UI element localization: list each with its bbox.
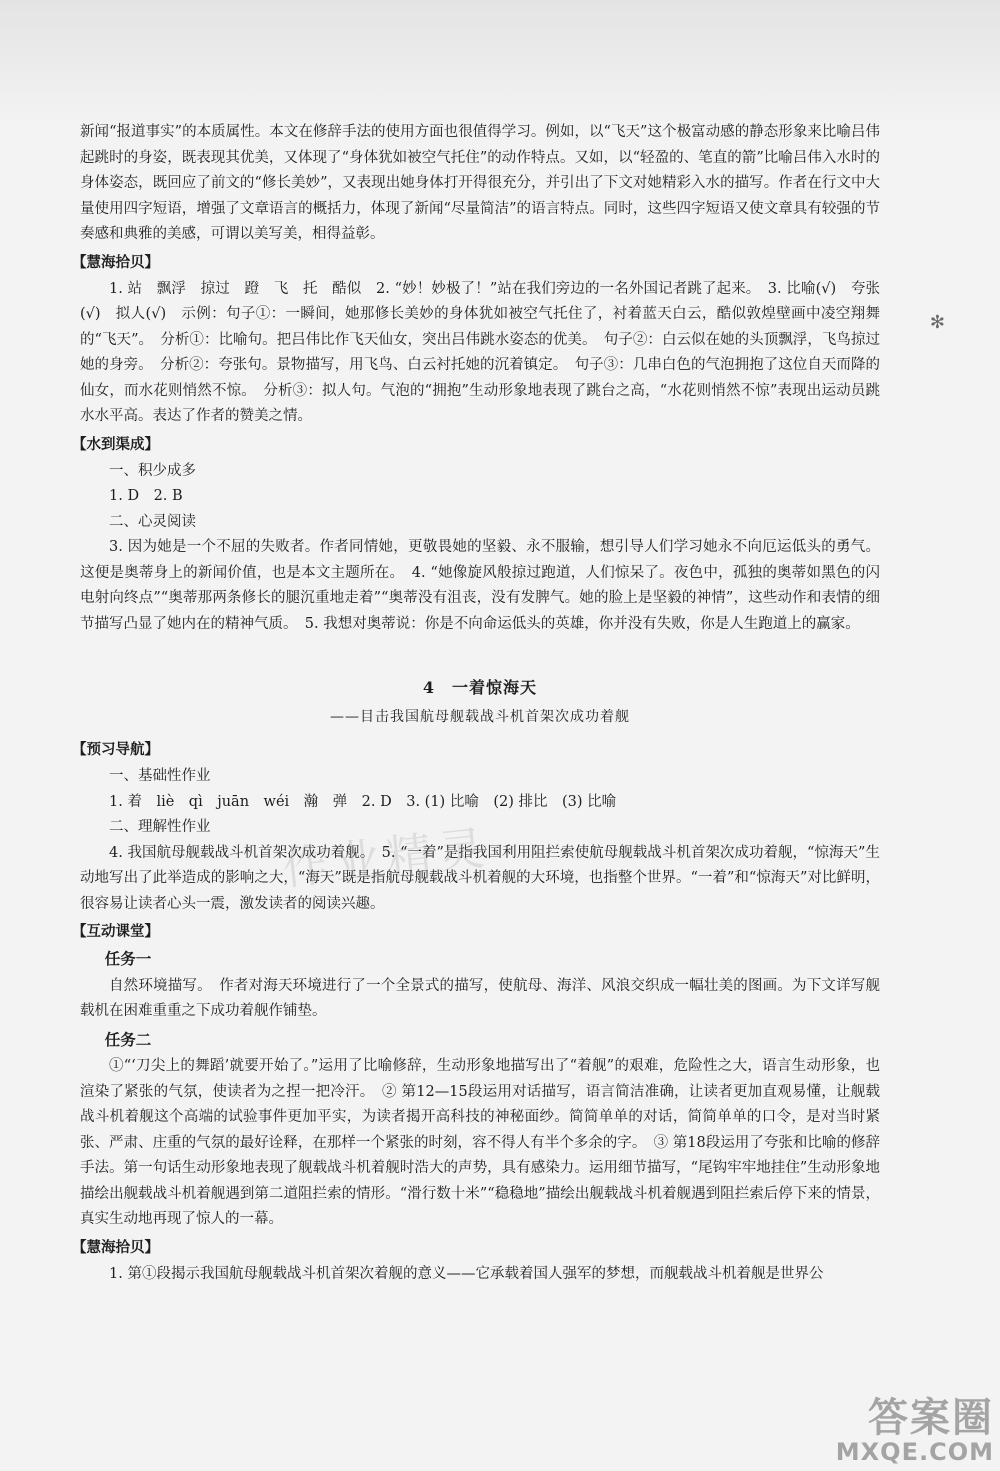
task1-label: 任务一 [104,950,152,968]
yuxi-part2-label: 二、理解性作业 [109,819,211,835]
section-title-hudong: 【互动课堂】 [72,924,159,940]
section-title-shuidao: 【水到渠成】 [72,436,159,453]
section-title-huihai-1: 【慧海拾贝】 [72,254,159,271]
page-content [72,120,880,1287]
margin-mark: ✻ [929,312,945,333]
yuxi-part1-answer: 1. 着 liè qì juān wéi 瀚 弹 2. D 3. (1) 比喻 (2) 排比 (3) 比喻 [109,793,617,810]
lesson-subtitle: ——目击我国航母舰载战斗机首架次成功着舰 [330,708,630,725]
yuxi-part2-text: 4. 我国航母舰载战斗机首架次成功着舰。 5. “一着”是指我国利用阻拦索使航母舰载战斗机首架次成功着舰，“惊海天”生动地写出了此举造成的影响之大，“海天”既是指航母舰载战斗机着舰的大环境，也指整个世界。“一着”和“惊海天”对比鲜明，很容易让读者心头一震，激发读者的阅读兴趣。 [80,844,880,912]
site-watermark [836,1397,994,1465]
huihai-2-text: 1. 第①段揭示我国航母舰载战斗机首架次着舰的意义——它承载着国人强军的梦想，而舰载战斗机着舰是世界公 [109,1265,824,1282]
shuidao-part2-text: 3. 因为她是一个不屈的失败者。作者同情她，更敬畏她的坚毅、永不服输，想引导人们学习她永不向厄运低头的勇气。这便是奥蒂身上的新闻价值，也是本文主题所在。 4. “她像旋风般掠过跑道，人们惊呆了。夜色中，孤独的奥蒂如黑色的闪电射向终点”“奥蒂那两条修长的腿沉重地走着”“奥蒂没有沮丧，没有发脾气。她的脸上是坚毅的神情”，这些动作和表情的细节描写凸显了她内在的精神气质。 5. 我想对奥蒂说：你是不向命运低头的英雄，你并没有失败，你是人生跑道上的赢家。 [80,539,880,632]
huihai-1-answers: 1. 站 飘浮 掠过 蹬 飞 托 酷似 2. “妙！妙极了！”站在我们旁边的一名外国记者跳了起来。 3. 比喻(√) 夸张(√) 拟人(√) 示例：句子①：一瞬间，她那修长美妙的身体犹如被空气托住了，衬着蓝天白云，酷似敦煌壁画中凌空翔舞的“飞天”。 分析①：比喻句。把吕伟比作飞天仙女，突出吕伟跳水姿态的优美。 句子②：白云似在她的头顶飘浮，飞鸟掠过她的身旁。 分析②：夸张句。景物描写，用飞鸟、白云衬托她的沉着镇定。 句子③：几串白色的气泡拥抱了这位自天而降的仙女，而水花则悄然不惊。 分析③：拟人句。气泡的“拥抱”生动形象地表现了跳台之高，“水花则悄然不惊”表现出运动员跳水水平高。表达了作者的赞美之情。 [80,280,880,424]
intro-paragraph: 新闻“报道事实”的本质属性。本文在修辞手法的使用方面也很值得学习。例如，以“飞天”这个极富动感的静态形象来比喻吕伟起跳时的身姿，既表现其优美，又体现了“身体犹如被空气托住”的动作特点。又如，以“轻盈的、笔直的箭”比喻吕伟入水时的身体姿态，既回应了前文的“修长美妙”，又表现出她身体打开得很充分，并引出了下文对她精彩入水的描写。作者在行文中大量使用四字短语，增强了文章语言的概括力，体现了新闻“尽量简洁”的语言特点。同时，这些四字短语又使文章具有较强的节奏感和典雅的美感，可谓以美写美，相得益彰。 [80,124,880,242]
task1-text: 自然环境描写。 作者对海天环境进行了一个全景式的描写，使航母、海洋、风浪交织成一幅壮美的图画。为下文详写舰载机在困难重重之下成功着舰作铺垫。 [80,977,880,1019]
yuxi-part1-label: 一、基础性作业 [109,768,211,784]
shuidao-part1-answer: 1. D 2. B [109,488,183,504]
section-title-huihai-2: 【慧海拾贝】 [72,1239,159,1256]
lesson-title: 4 一着惊海天 [422,678,538,697]
watermark-url: MXQE.COM [835,1438,994,1466]
shuidao-part2-label: 二、心灵阅读 [109,513,196,530]
faded-stamp: 作业精灵 [280,820,493,896]
task2-label: 任务二 [104,1030,152,1049]
task2-text: ①“‘刀尖上的舞蹈’就要开始了。”运用了比喻修辞，生动形象地描写出了“着舰”的艰难，危险性之大，语言生动形象，也渲染了紧张的气氛，使读者为之捏一把冷汗。 ② 第12—15段运用对话描写，语言简洁准确，让读者更加直观易懂，让舰载战斗机着舰这个高端的试验事件更加平实，为读者揭开高科技的神秘面纱。简简单单的对话，简简单单的口令，是对当时紧张、严肃、庄重的气氛的最好诠释，在那样一个紧张的时刻，容不得人有半个多余的字。 ③ 第18段运用了夸张和比喻的修辞手法。第一句话生动形象地表现了舰载战斗机着舰时浩大的声势，具有感染力。运用细节描写，“尾钩牢牢地挂住”生动形象地描绘出舰载战斗机着舰遇到第二道阻拦索的情形。“滑行数十米”“稳稳地”描绘出舰载战斗机着舰遇到阻拦索后停下来的情景，真实生动地再现了惊人的一幕。 [80,1058,880,1227]
watermark-logo-text: 答案圈 [868,1395,994,1441]
top-scan-shading [0,0,1000,125]
shuidao-part1-label: 一、积少成多 [109,462,196,479]
section-title-yuxi: 【预习导航】 [72,742,159,758]
